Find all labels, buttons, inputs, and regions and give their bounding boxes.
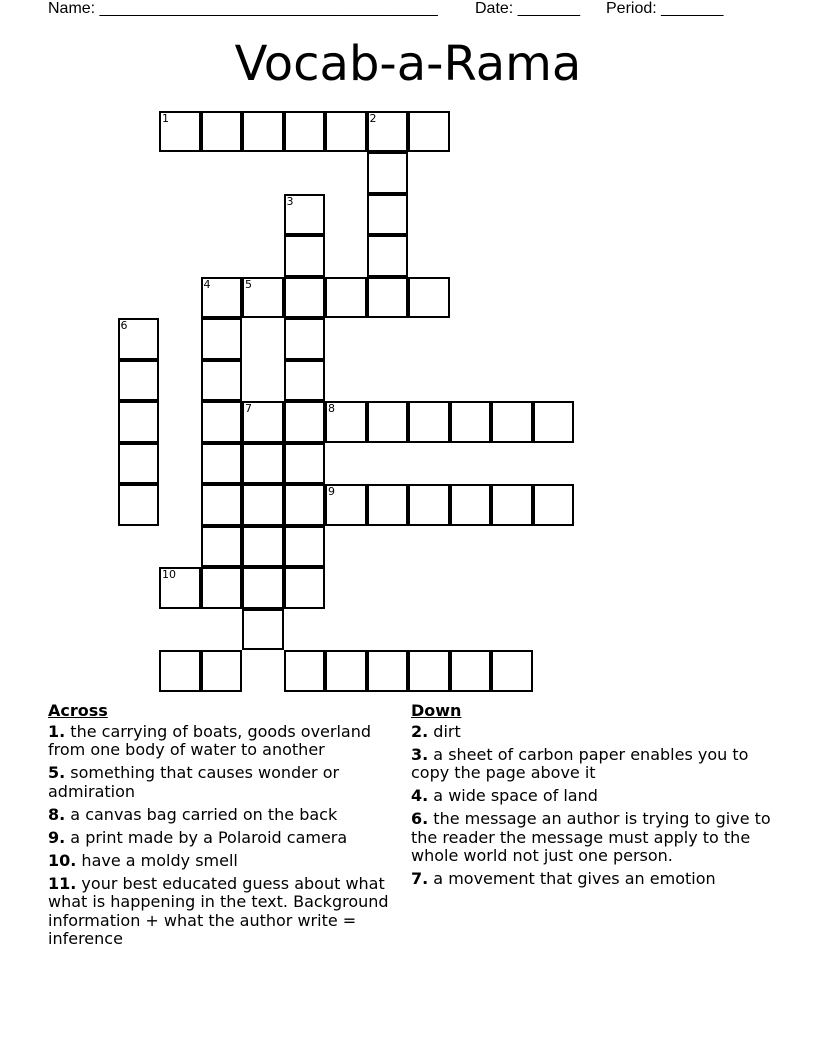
crossword-cell[interactable] — [450, 484, 492, 526]
crossword-cell[interactable] — [242, 443, 284, 485]
crossword-cell[interactable] — [284, 650, 326, 692]
crossword-cell[interactable] — [284, 360, 326, 402]
crossword-cell[interactable] — [242, 609, 284, 651]
crossword-cell[interactable] — [242, 484, 284, 526]
clue-item — [48, 875, 408, 949]
clue-item-text: something that causes wonder or admiration — [48, 763, 340, 801]
clue-item-number: 4. — [411, 786, 429, 805]
crossword-cell[interactable] — [201, 567, 243, 609]
clue-item-text: the carrying of boats, goods overland from one body of water to another — [48, 721, 371, 759]
crossword-cell[interactable] — [367, 111, 409, 153]
crossword-cell[interactable] — [450, 401, 492, 443]
crossword-cell[interactable] — [408, 111, 450, 153]
crossword-cell[interactable] — [201, 650, 243, 692]
crossword-cell[interactable] — [284, 277, 326, 319]
crossword-cell[interactable] — [408, 484, 450, 526]
crossword-cell[interactable] — [408, 277, 450, 319]
clue-item-number: 9. — [48, 827, 66, 847]
crossword-cell[interactable] — [491, 401, 533, 443]
clue-item — [48, 852, 408, 871]
crossword-cell[interactable] — [118, 360, 160, 402]
crossword-cell[interactable] — [159, 650, 201, 692]
crossword-cell[interactable] — [118, 484, 160, 526]
clue-item — [411, 746, 781, 783]
crossword-cell[interactable] — [491, 650, 533, 692]
down-clue-list — [411, 723, 781, 889]
clue-number: 7 — [245, 402, 252, 415]
puzzle-title: Vocab-a-Rama — [234, 36, 582, 92]
crossword-cell[interactable] — [118, 401, 160, 443]
clue-number: 2 — [369, 111, 377, 125]
crossword-cell[interactable] — [533, 401, 575, 443]
across-heading: Across — [48, 701, 108, 720]
clue-item-text: a wide space of land — [428, 786, 598, 805]
crossword-cell[interactable] — [408, 401, 450, 443]
clue-item — [48, 723, 408, 760]
crossword-cell[interactable] — [325, 401, 367, 443]
clue-number: 10 — [162, 568, 176, 581]
clue-number: 1 — [162, 111, 169, 125]
crossword-cell[interactable] — [201, 318, 243, 360]
clue-item — [48, 829, 408, 848]
crossword-cell[interactable] — [367, 194, 409, 236]
clue-item — [411, 810, 781, 866]
crossword-cell[interactable] — [242, 567, 284, 609]
clue-number: 4 — [203, 277, 211, 291]
crossword-cell[interactable] — [118, 318, 160, 360]
down-clues — [411, 702, 781, 893]
crossword-cell[interactable] — [450, 650, 492, 692]
crossword-cell[interactable] — [367, 650, 409, 692]
crossword-cell[interactable] — [242, 111, 284, 153]
crossword-cell[interactable] — [284, 318, 326, 360]
crossword-cell[interactable] — [201, 484, 243, 526]
clue-item-text: a sheet of carbon paper enables you to copy the page above it — [411, 744, 749, 782]
crossword-cell[interactable] — [242, 401, 284, 443]
crossword-cell[interactable] — [242, 526, 284, 568]
crossword-cell[interactable] — [367, 277, 409, 319]
clue-item-text: a canvas bag carried on the back — [65, 804, 338, 824]
student-info-header — [48, 0, 748, 22]
clue-item-number: 1. — [48, 721, 66, 741]
clue-item-number: 5. — [48, 763, 66, 782]
crossword-cell[interactable] — [284, 111, 326, 153]
crossword-cell[interactable] — [284, 484, 326, 526]
clue-number: 5 — [245, 277, 252, 291]
crossword-cell[interactable] — [325, 650, 367, 692]
crossword-cell[interactable] — [408, 650, 450, 692]
crossword-cell[interactable] — [284, 235, 326, 277]
clue-item-number: 2. — [411, 721, 429, 741]
crossword-cell[interactable] — [242, 277, 284, 319]
clue-number: 6 — [120, 319, 128, 332]
crossword-cell[interactable] — [367, 152, 409, 194]
crossword-cell[interactable] — [118, 443, 160, 485]
crossword-cell[interactable] — [201, 526, 243, 568]
across-clue-list — [48, 723, 408, 949]
crossword-cell[interactable] — [325, 277, 367, 319]
crossword-cell[interactable] — [201, 401, 243, 443]
clue-item-number: 10. — [48, 850, 77, 870]
clue-item-number: 11. — [48, 873, 77, 893]
clue-item — [48, 806, 408, 825]
crossword-cell[interactable] — [201, 111, 243, 153]
crossword-cell[interactable] — [325, 484, 367, 526]
crossword-cell[interactable] — [533, 484, 575, 526]
crossword-cell[interactable] — [159, 111, 201, 153]
clue-item-number: 6. — [411, 809, 429, 828]
crossword-cell[interactable] — [284, 526, 326, 568]
name-field[interactable]: Name: ______________________________________ — [48, 0, 438, 17]
crossword-cell[interactable] — [284, 194, 326, 236]
period-field[interactable]: Period: _______ — [606, 0, 724, 17]
crossword-cell[interactable] — [201, 360, 243, 402]
clue-number: 3 — [286, 194, 294, 208]
clue-item-text: a movement that gives an emotion — [428, 869, 716, 888]
down-heading: Down — [411, 701, 462, 720]
crossword-cell[interactable] — [201, 277, 243, 319]
clue-item — [411, 723, 781, 742]
clue-item-text: have a moldy smell — [76, 850, 238, 870]
crossword-cell[interactable] — [491, 484, 533, 526]
clue-item-number: 7. — [411, 869, 429, 888]
crossword-cell[interactable] — [284, 401, 326, 443]
date-field[interactable]: Date: _______ — [475, 0, 580, 17]
crossword-cell[interactable] — [159, 567, 201, 609]
clue-item-text: a print made by a Polaroid camera — [65, 827, 348, 847]
clue-item — [411, 787, 781, 806]
clue-item-number: 8. — [48, 804, 66, 824]
clue-number: 8 — [328, 402, 335, 415]
clue-item — [48, 764, 408, 801]
clue-number: 9 — [328, 485, 335, 498]
clue-item-number: 3. — [411, 744, 429, 764]
clue-item-text: your best educated guess about what what is happening in the text. Background information + what the author write = inference — [48, 873, 389, 948]
crossword-cell[interactable] — [325, 111, 367, 153]
clue-item-text: dirt — [428, 721, 461, 741]
crossword-cell[interactable] — [367, 484, 409, 526]
clue-item-text: the message an author is trying to give to the reader the message must apply to the whole world not just one person. — [411, 809, 771, 865]
clue-item — [411, 870, 781, 889]
crossword-cell[interactable] — [367, 235, 409, 277]
crossword-cell[interactable] — [367, 401, 409, 443]
crossword-cell[interactable] — [201, 443, 243, 485]
crossword-cell[interactable] — [284, 443, 326, 485]
crossword-cell[interactable] — [284, 567, 326, 609]
across-clues — [48, 702, 408, 953]
